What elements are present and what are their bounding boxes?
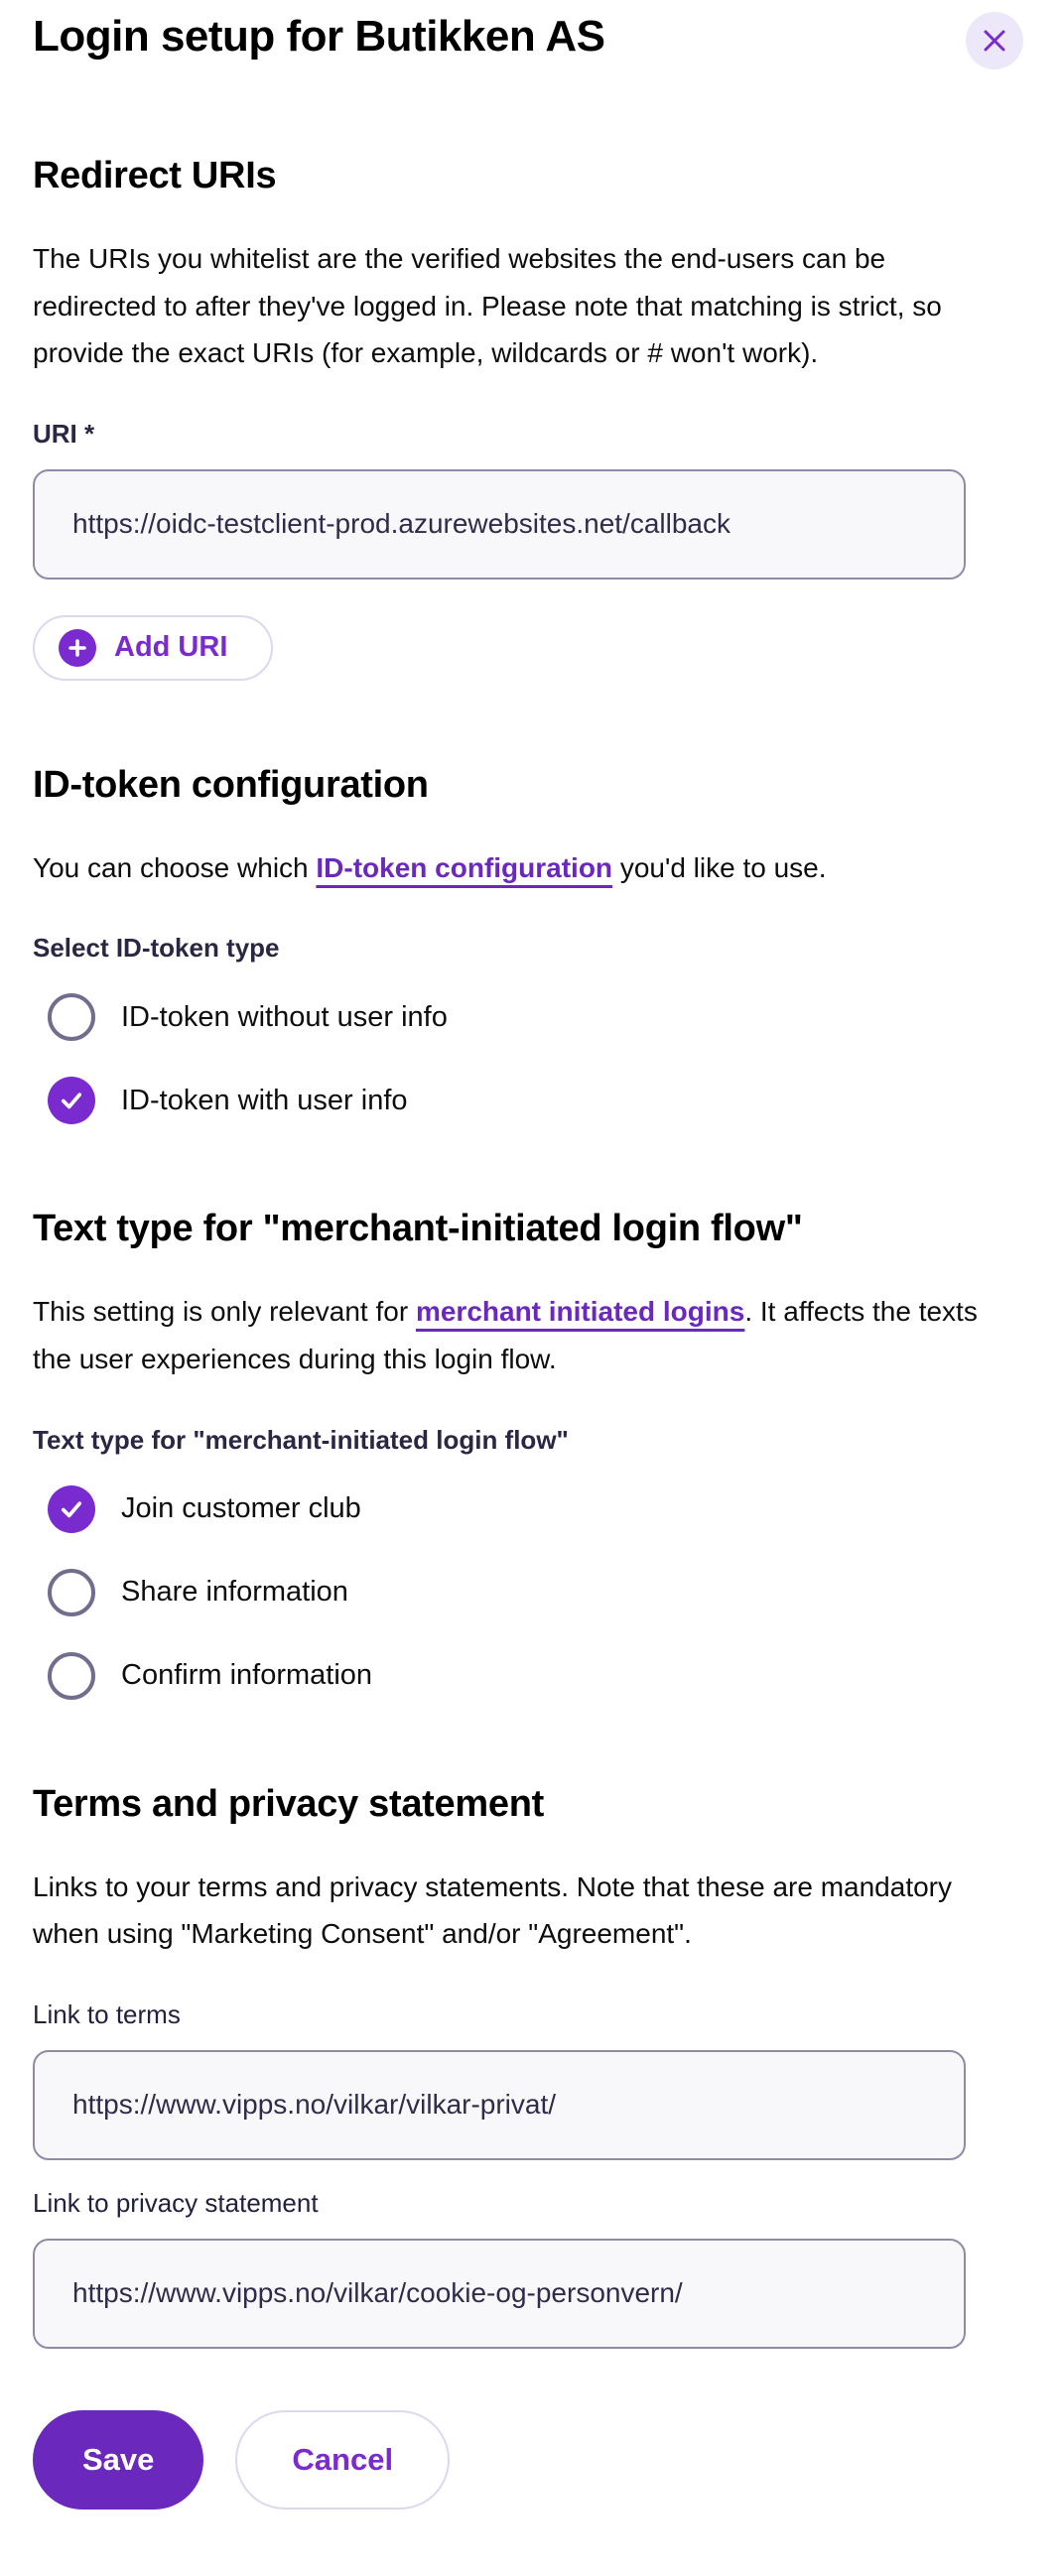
save-button[interactable]: Save xyxy=(33,2410,203,2510)
radio-id-token-without-user-info[interactable] xyxy=(33,993,1029,1041)
link-to-privacy-input[interactable] xyxy=(33,2239,966,2349)
radio-label: ID-token with user info xyxy=(121,1084,408,1116)
radio-unchecked-icon[interactable] xyxy=(48,993,95,1041)
uri-input[interactable] xyxy=(33,469,966,580)
radio-label: Share information xyxy=(121,1576,348,1609)
text-type-description xyxy=(33,1288,978,1382)
id-token-heading: ID-token configuration xyxy=(33,763,429,806)
radio-label: Confirm information xyxy=(121,1659,373,1692)
radio-checked-icon[interactable] xyxy=(48,1485,95,1533)
radio-share-information[interactable] xyxy=(33,1569,1029,1616)
radio-id-token-with-user-info[interactable] xyxy=(33,1077,1029,1124)
page-title: Login setup for Butikken AS xyxy=(33,12,605,61)
link-to-privacy-label: Link to privacy statement xyxy=(33,2187,319,2218)
radio-unchecked-icon[interactable] xyxy=(48,1652,95,1700)
dialog-header xyxy=(33,10,1029,69)
text-type-desc-after: . It affects the texts the user experiences during this login flow. xyxy=(33,1296,978,1374)
link-to-terms-input[interactable] xyxy=(33,2050,966,2160)
link-to-terms-label: Link to terms xyxy=(33,1998,181,2029)
radio-unchecked-icon[interactable] xyxy=(48,1569,95,1616)
id-token-desc-after: you'd like to use. xyxy=(612,851,827,883)
dialog-footer xyxy=(33,2410,1029,2510)
radio-join-customer-club[interactable] xyxy=(33,1485,1029,1533)
radio-checked-icon[interactable] xyxy=(48,1077,95,1124)
merchant-initiated-logins-link[interactable]: merchant initiated logins xyxy=(415,1296,745,1328)
checkmark-icon xyxy=(58,1495,85,1523)
id-token-radio-group xyxy=(33,993,1029,1124)
close-button[interactable] xyxy=(966,12,1023,69)
id-token-description xyxy=(33,844,978,892)
id-token-group-label: Select ID-token type xyxy=(33,933,280,964)
cancel-button[interactable]: Cancel xyxy=(235,2410,450,2510)
text-type-group-label: Text type for "merchant-initiated login flow" xyxy=(33,1424,569,1455)
text-type-desc-before: This setting is only relevant for xyxy=(33,1296,416,1328)
add-uri-button[interactable] xyxy=(33,615,273,681)
id-token-desc-before: You can choose which xyxy=(33,851,317,883)
radio-confirm-information[interactable] xyxy=(33,1652,1029,1700)
text-type-heading: Text type for "merchant-initiated login flow" xyxy=(33,1208,803,1250)
terms-description: Links to your terms and privacy statements. Note that these are mandatory when using "Marketing Consent" and/or "Agreement". xyxy=(33,1870,952,1950)
id-token-configuration-link[interactable]: ID-token configuration xyxy=(316,851,613,883)
redirect-uris-heading: Redirect URIs xyxy=(33,155,277,196)
radio-label: Join customer club xyxy=(121,1492,361,1525)
redirect-uris-description: The URIs you whitelist are the verified websites the end-users can be redirected to after they've logged in. Please note that matching is strict, so provide the exact URIs (for example, wildcards or # won't work). xyxy=(33,243,942,369)
checkmark-icon xyxy=(58,1087,85,1114)
uri-label: URI * xyxy=(33,418,95,449)
text-type-radio-group xyxy=(33,1485,1029,1700)
plus-icon xyxy=(59,629,96,667)
radio-label: ID-token without user info xyxy=(121,1000,448,1033)
add-uri-label: Add URI xyxy=(114,631,228,664)
terms-heading: Terms and privacy statement xyxy=(33,1782,544,1825)
close-icon xyxy=(982,28,1007,54)
